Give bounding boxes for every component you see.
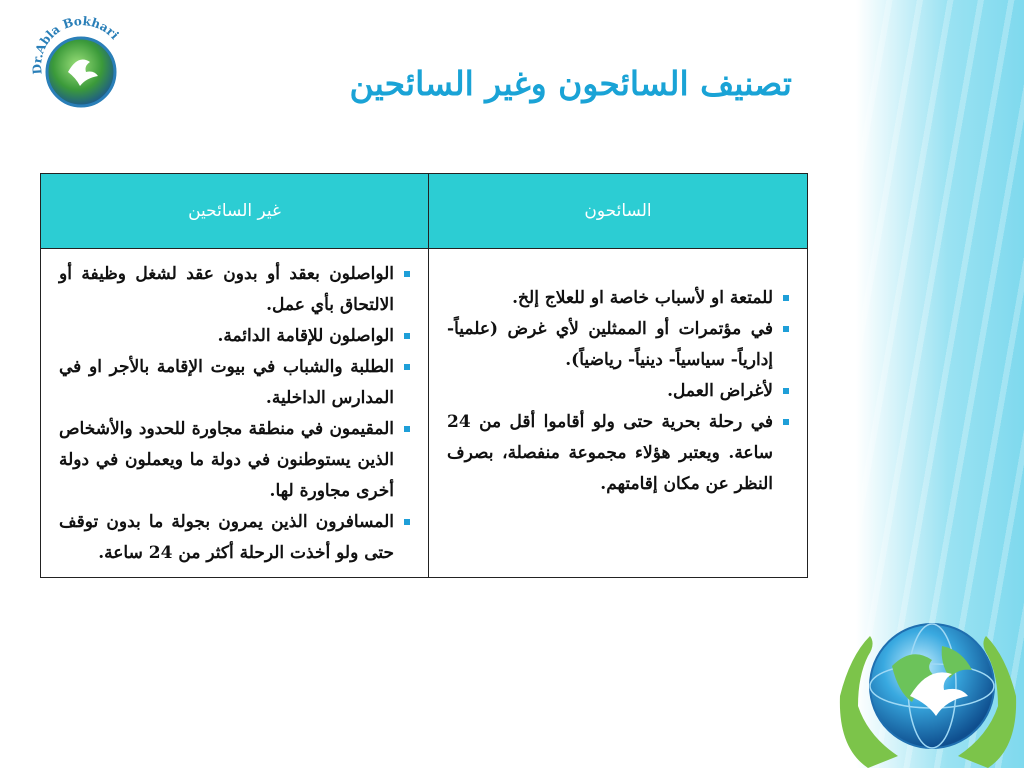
svg-text:Dr.Abla Bokhari: Dr.Abla Bokhari bbox=[29, 14, 122, 75]
list-item: الواصلون للإقامة الدائمة. bbox=[59, 321, 412, 352]
list-item: في مؤتمرات أو الممثلين لأي غرض (علمياً- إدارياً- سياسياً- دينياً- رياضياً). bbox=[447, 314, 791, 376]
non-tourists-cell bbox=[41, 249, 429, 578]
table-header-row bbox=[41, 174, 808, 249]
globe-hands-icon bbox=[832, 576, 1024, 768]
list-item: المسافرون الذين يمرون بجولة ما بدون توقف حتى ولو أخذت الرحلة أكثر من 24 ساعة. bbox=[59, 507, 412, 569]
classification-table bbox=[40, 173, 808, 578]
header-non-tourists: غير السائحين bbox=[41, 174, 429, 249]
tourists-cell bbox=[429, 249, 808, 578]
list-item: للمتعة او لأسباب خاصة او للعلاج إلخ. bbox=[447, 283, 791, 314]
list-item: الواصلون بعقد أو بدون عقد لشغل وظيفة أو الالتحاق بأي عمل. bbox=[59, 259, 412, 321]
list-item: في رحلة بحرية حتى ولو أقاموا أقل من 24 ساعة. ويعتبر هؤلاء مجموعة منفصلة، بصرف النظر عن مكان إقامتهم. bbox=[447, 407, 791, 500]
list-item: الطلبة والشباب في بيوت الإقامة بالأجر او في المدارس الداخلية. bbox=[59, 352, 412, 414]
page-title: تصنيف السائحون وغير السائحين bbox=[349, 64, 792, 103]
table-row bbox=[41, 249, 808, 578]
header-tourists: السائحون bbox=[429, 174, 808, 249]
list-item: المقيمون في منطقة مجاورة للحدود والأشخاص الذين يستوطنون في دولة ما ويعملون في دولة أخرى مجاورة لها. bbox=[59, 414, 412, 507]
dr-abla-bokhari-logo bbox=[28, 12, 134, 118]
list-item: لأغراض العمل. bbox=[447, 376, 791, 407]
